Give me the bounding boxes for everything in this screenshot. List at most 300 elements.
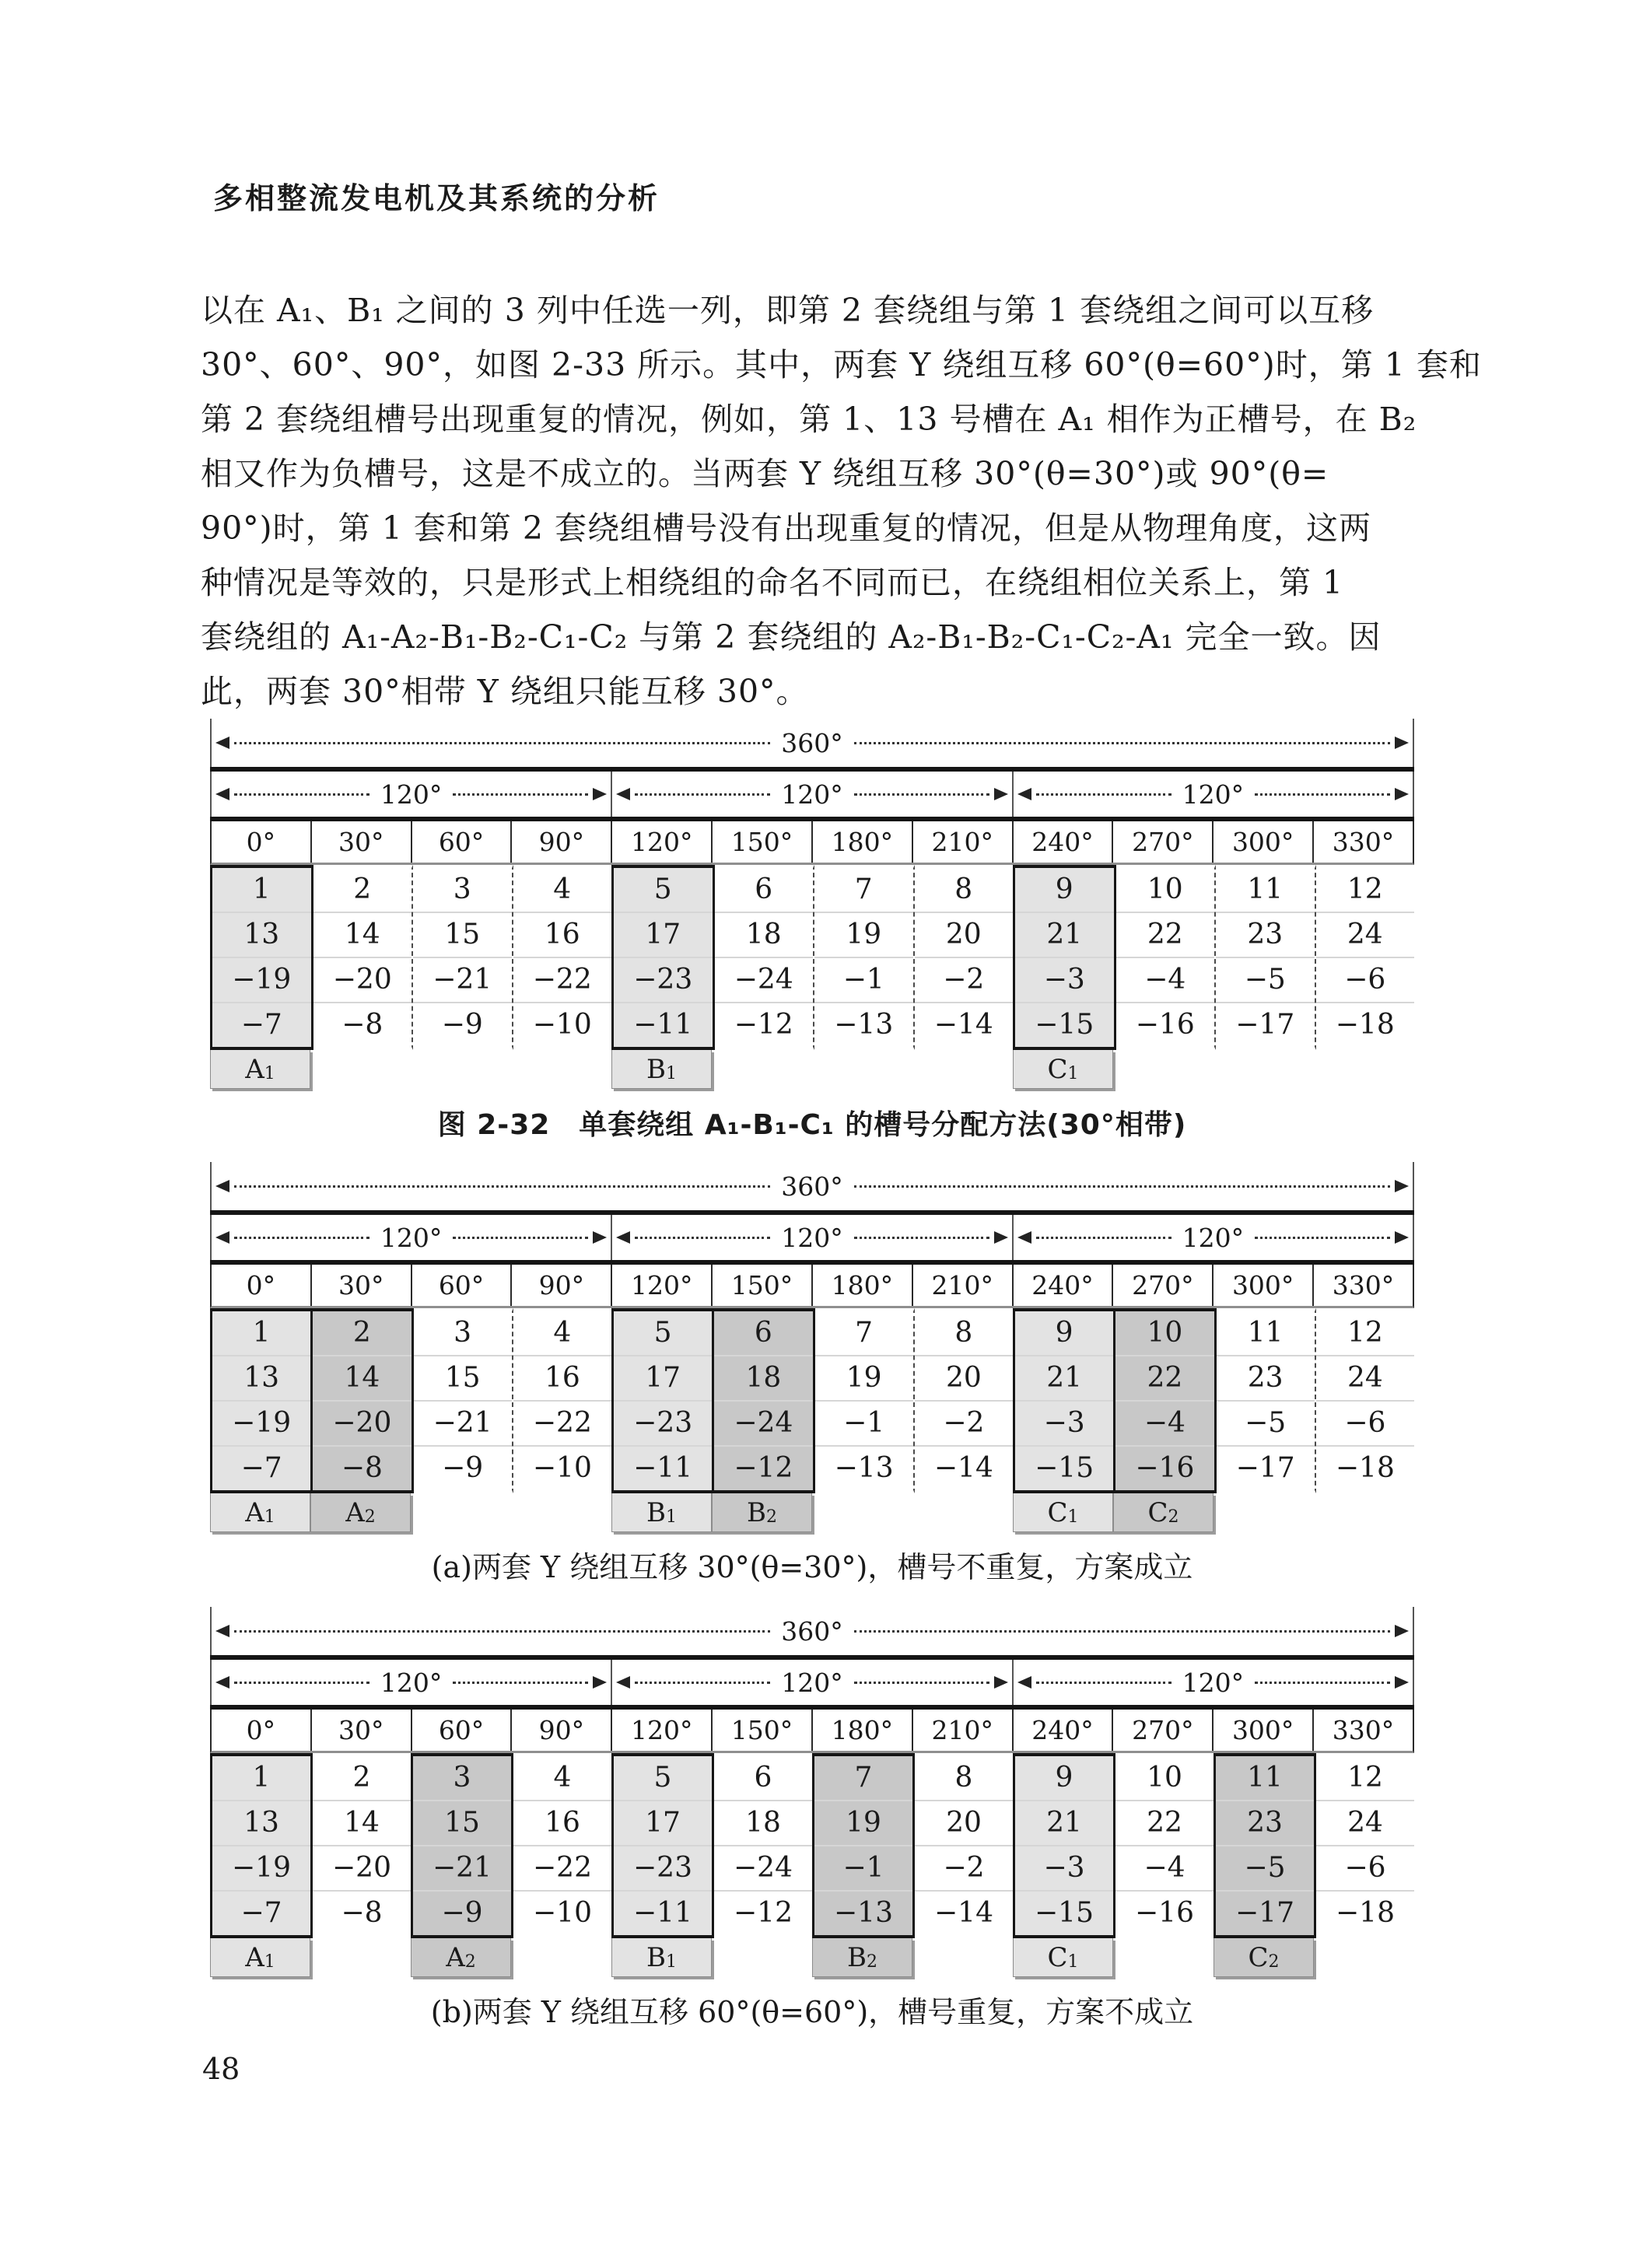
slot-cell: −17 xyxy=(1217,1445,1315,1490)
slot-cell: −10 xyxy=(513,1890,611,1935)
dotted-line xyxy=(854,1630,1390,1633)
span-360-row xyxy=(210,1607,1414,1655)
running-header: 多相整流发电机及其系统的分析 xyxy=(213,181,660,215)
degree-header-cell: 180° xyxy=(811,821,912,863)
slot-cell: 1 xyxy=(252,1762,271,1794)
slot-cell: 23 xyxy=(1216,1800,1314,1845)
arrow-right-icon xyxy=(1395,737,1409,749)
paragraph-line: 此，两套 30°相带 Y 绕组只能互移 30°。 xyxy=(201,673,809,710)
slot-cell: 10 xyxy=(1147,1317,1183,1349)
dotted-line xyxy=(234,1630,770,1633)
dotted-line xyxy=(234,793,369,796)
dotted-line xyxy=(1036,793,1171,796)
phase-label-slot xyxy=(812,1050,912,1092)
degree-header-cell: 0° xyxy=(246,827,276,857)
slot-column xyxy=(1216,865,1316,1050)
phase-label xyxy=(210,1493,310,1532)
phase-label-slot xyxy=(1113,1493,1213,1535)
slot-cell: 15 xyxy=(414,1355,512,1400)
slot-column xyxy=(513,1308,611,1493)
phase-label-subscript: 2 xyxy=(1268,1951,1280,1972)
slot-cell: −4 xyxy=(1115,1845,1213,1890)
dimension-label: 120° xyxy=(781,1222,843,1253)
arrow-right-icon xyxy=(1395,788,1409,800)
dimension-label: 120° xyxy=(380,1222,443,1253)
phase-label xyxy=(210,1050,310,1089)
slot-cell: 12 xyxy=(1347,873,1383,905)
arrow-left-icon xyxy=(215,1180,229,1192)
slot-cell: −21 xyxy=(413,1845,511,1890)
phase-label-slot xyxy=(411,1938,511,1980)
slot-cell: 14 xyxy=(313,1800,411,1845)
phase-label xyxy=(1013,1050,1113,1089)
slot-cell: −15 xyxy=(1015,1890,1113,1935)
paragraph-line: 90°)时，第 1 套和第 2 套绕组槽号没有出现重复的情况，但是从物理角度，这两 xyxy=(201,509,1371,547)
phase-label-slot xyxy=(611,1938,712,1980)
slot-cell: −16 xyxy=(1116,1002,1215,1047)
degree-header-cell: 180° xyxy=(811,1265,912,1306)
degree-header-cell: 30° xyxy=(310,821,411,863)
dimension-arrow xyxy=(212,779,611,810)
dimension-arrow xyxy=(1014,1223,1413,1253)
slot-column xyxy=(1013,1308,1115,1493)
phase-label-subscript: 1 xyxy=(666,1507,677,1527)
slot-cell: −20 xyxy=(313,1845,411,1890)
slot-cell: 11 xyxy=(1247,1317,1284,1349)
phase-label-slot xyxy=(1013,1493,1113,1535)
arrow-left-icon xyxy=(1017,788,1031,800)
degree-header-cell: 240° xyxy=(1012,1265,1112,1306)
degree-header-cell: 270° xyxy=(1112,1710,1212,1751)
slot-grid xyxy=(210,1753,1414,1938)
dotted-line xyxy=(453,1237,588,1239)
slot-cell: 10 xyxy=(1147,1762,1182,1794)
phase-label-row xyxy=(210,1493,1414,1535)
slot-cell: 20 xyxy=(915,912,1014,957)
paragraph-line: 第 2 套绕组槽号出现重复的情况，例如，第 1、13 号槽在 A₁ 相作为正槽号，在 B₂ xyxy=(201,401,1417,438)
phase-label-base: C xyxy=(1047,1941,1068,1973)
phase-label-subscript: 1 xyxy=(264,1507,275,1527)
dimension-label: 120° xyxy=(781,1667,843,1698)
slot-column xyxy=(611,1753,714,1938)
slot-cell: 19 xyxy=(814,1800,912,1845)
phase-label xyxy=(611,1493,712,1532)
arrow-left-icon xyxy=(215,1231,229,1244)
slot-cell: 16 xyxy=(513,912,612,957)
dimension-arrow xyxy=(612,1668,1011,1698)
dimension-arrow xyxy=(612,779,1011,810)
phase-label-slot xyxy=(411,1050,511,1092)
dotted-line xyxy=(854,742,1390,744)
phase-label-subscript: 2 xyxy=(1168,1507,1179,1527)
slot-cell: −13 xyxy=(814,1002,913,1047)
slot-cell: 2 xyxy=(352,1762,371,1794)
phase-label-subscript: 1 xyxy=(264,1063,275,1083)
phase-label-base: A xyxy=(446,1941,465,1973)
span-120-cell xyxy=(212,1215,611,1260)
arrow-right-icon xyxy=(593,1676,607,1689)
arrow-left-icon xyxy=(215,737,229,749)
phase-label xyxy=(812,1938,912,1977)
span-120-cell xyxy=(212,772,611,817)
slot-column xyxy=(313,1753,411,1938)
slot-cell: −12 xyxy=(714,1445,812,1490)
slot-cell: −18 xyxy=(1316,1890,1414,1935)
arrow-right-icon xyxy=(1395,1625,1409,1637)
phase-label-slot xyxy=(511,1938,611,1980)
degree-header-cell: 120° xyxy=(611,821,711,863)
phase-label-slot xyxy=(912,1493,1013,1535)
slot-cell: 19 xyxy=(815,1355,913,1400)
slot-cell: −6 xyxy=(1316,957,1415,1002)
phase-label-slot xyxy=(1314,1050,1414,1092)
phase-label-slot xyxy=(210,1938,310,1980)
slot-cell: 18 xyxy=(714,1800,812,1845)
slot-cell: −5 xyxy=(1216,957,1315,1002)
dimension-label: 360° xyxy=(781,1615,843,1647)
slot-cell: 2 xyxy=(353,873,372,905)
slot-cell: 1 xyxy=(252,873,271,905)
phase-label-slot xyxy=(310,1493,411,1535)
slot-column xyxy=(513,865,612,1050)
slot-cell: 13 xyxy=(212,912,311,957)
degree-header-cell: 210° xyxy=(912,821,1012,863)
slot-column xyxy=(714,1753,812,1938)
arrow-left-icon xyxy=(1017,1676,1031,1689)
slot-cell: −14 xyxy=(915,1890,1013,1935)
slot-cell: 13 xyxy=(212,1355,310,1400)
slot-column xyxy=(814,865,915,1050)
slot-cell: 21 xyxy=(1015,912,1114,957)
degree-header-cell: 60° xyxy=(411,821,511,863)
degree-header-cell: 90° xyxy=(510,1265,611,1306)
slot-cell: 8 xyxy=(954,873,973,905)
phase-label-base: A xyxy=(245,1941,264,1973)
phase-label-slot xyxy=(1013,1938,1113,1980)
dimension-label: 120° xyxy=(380,779,443,810)
arrow-left-icon xyxy=(215,1625,229,1637)
phase-label-base: A xyxy=(245,1053,264,1085)
dimension-arrow xyxy=(212,1171,1413,1202)
arrow-left-icon xyxy=(616,1231,630,1244)
slot-cell: −7 xyxy=(212,1445,310,1490)
phase-label-subscript: 1 xyxy=(666,1063,677,1083)
slot-cell: 5 xyxy=(653,1762,672,1794)
degree-header-cell: 270° xyxy=(1112,821,1212,863)
dotted-line xyxy=(1255,793,1390,796)
slot-column xyxy=(1116,865,1217,1050)
phase-label-slot xyxy=(812,1938,912,1980)
slot-cell: −19 xyxy=(212,957,311,1002)
dotted-line xyxy=(234,1682,369,1684)
slot-cell: −11 xyxy=(614,1002,713,1047)
slot-cell: −14 xyxy=(915,1002,1014,1047)
phase-label-slot xyxy=(1113,1938,1213,1980)
degree-header-cell: 150° xyxy=(711,1710,811,1751)
arrow-right-icon xyxy=(994,1231,1008,1244)
dimension-label: 360° xyxy=(781,1171,843,1202)
degree-header-cell: 150° xyxy=(711,1265,811,1306)
slot-cell: −14 xyxy=(915,1445,1013,1490)
slot-cell: 11 xyxy=(1247,1762,1283,1794)
degree-header-cell: 90° xyxy=(510,821,611,863)
dimension-arrow xyxy=(612,1223,1011,1253)
slot-cell: 7 xyxy=(854,1762,873,1794)
slot-column xyxy=(513,1753,611,1938)
span-120-cell xyxy=(611,1660,1011,1705)
slot-cell: −3 xyxy=(1015,1845,1113,1890)
phase-label-slot xyxy=(210,1050,310,1092)
dotted-line xyxy=(635,793,770,796)
dimension-arrow xyxy=(212,1668,611,1698)
dimension-label: 120° xyxy=(781,779,843,810)
slot-cell: −22 xyxy=(513,957,612,1002)
dotted-line xyxy=(854,1682,989,1684)
dotted-line xyxy=(1255,1682,1390,1684)
slot-column xyxy=(714,1308,814,1493)
phase-label-slot xyxy=(210,1493,310,1535)
phase-label xyxy=(611,1050,712,1089)
slot-cell: −22 xyxy=(513,1845,611,1890)
slot-column xyxy=(1013,1753,1115,1938)
slot-cell: 7 xyxy=(855,1317,874,1349)
slot-cell: −11 xyxy=(614,1890,712,1935)
phase-label-slot xyxy=(712,1050,812,1092)
slot-cell: 9 xyxy=(1055,1317,1073,1349)
degree-header-cell: 270° xyxy=(1112,1265,1212,1306)
dimension-label: 120° xyxy=(1182,1222,1245,1253)
slot-cell: −16 xyxy=(1115,1890,1213,1935)
slot-cell: 4 xyxy=(553,1762,572,1794)
slot-cell: 9 xyxy=(1055,1762,1073,1794)
dotted-line xyxy=(854,1185,1390,1188)
phase-label-slot xyxy=(712,1938,812,1980)
dimension-arrow xyxy=(1014,779,1413,810)
dimension-arrow xyxy=(212,728,1413,758)
slot-cell: 13 xyxy=(212,1800,310,1845)
phase-label xyxy=(712,1493,812,1532)
slot-cell: −8 xyxy=(313,1445,411,1490)
phase-label-subscript: 1 xyxy=(666,1951,677,1972)
dimension-label: 360° xyxy=(781,727,843,758)
dotted-line xyxy=(234,742,770,744)
degree-header-row xyxy=(210,1710,1414,1753)
span-120-cell xyxy=(1012,1660,1413,1705)
degree-header-cell: 330° xyxy=(1312,1710,1413,1751)
slot-cell: −21 xyxy=(414,1400,512,1445)
phase-label xyxy=(1113,1493,1213,1532)
phase-label-subscript: 2 xyxy=(364,1507,376,1527)
arrow-left-icon xyxy=(616,1676,630,1689)
slot-column xyxy=(414,1308,513,1493)
slot-cell: 22 xyxy=(1115,1800,1213,1845)
slot-column xyxy=(1316,865,1415,1050)
span-120-row xyxy=(210,772,1414,817)
slot-column xyxy=(313,1308,413,1493)
slot-cell: 21 xyxy=(1015,1800,1113,1845)
arrow-left-icon xyxy=(1017,1231,1031,1244)
slot-column xyxy=(815,1308,915,1493)
paragraph-line: 种情况是等效的，只是形式上相绕组的命名不同而已，在绕组相位关系上，第 1 xyxy=(201,564,1344,601)
arrow-right-icon xyxy=(994,1676,1008,1689)
slot-cell: −1 xyxy=(815,1400,913,1445)
phase-label-base: A xyxy=(345,1496,365,1528)
slot-cell: −24 xyxy=(714,1845,812,1890)
phase-label-slot xyxy=(511,1050,611,1092)
slot-cell: −16 xyxy=(1115,1445,1213,1490)
span-120-row xyxy=(210,1660,1414,1705)
paragraph-line: 套绕组的 A₁-A₂-B₁-B₂-C₁-C₂ 与第 2 套绕组的 A₂-B₁-B₂-C₁-C₂-A₁ 完全一致。因 xyxy=(201,618,1382,656)
degree-header-cell: 60° xyxy=(411,1710,511,1751)
slot-cell: −17 xyxy=(1216,1002,1315,1047)
span-120-row xyxy=(210,1215,1414,1260)
slot-cell: −4 xyxy=(1116,957,1215,1002)
slot-cell: 16 xyxy=(513,1355,611,1400)
dotted-line xyxy=(635,1682,770,1684)
dotted-line xyxy=(1255,1237,1390,1239)
slot-cell: 5 xyxy=(653,1317,672,1349)
slot-cell: −20 xyxy=(313,1400,411,1445)
dimension-label: 120° xyxy=(1182,1667,1245,1698)
slot-column xyxy=(812,1753,915,1938)
slot-cell: −23 xyxy=(614,1845,712,1890)
slot-cell: 19 xyxy=(814,912,913,957)
slot-cell: 14 xyxy=(313,912,412,957)
slot-column xyxy=(1316,1308,1414,1493)
slot-cell: 4 xyxy=(553,1317,572,1349)
slot-cell: 14 xyxy=(313,1355,411,1400)
figure-2-33b-caption: (b)两套 Y 绕组互移 60°(θ=60°)，槽号重复，方案不成立 xyxy=(430,1995,1194,2029)
phase-label-slot xyxy=(1213,1938,1314,1980)
figure-2-32-table xyxy=(210,719,1414,1092)
slot-column xyxy=(210,1308,313,1493)
dotted-line xyxy=(234,1185,770,1188)
phase-label-base: A xyxy=(245,1496,264,1528)
slot-column xyxy=(1115,1308,1216,1493)
slot-cell: 8 xyxy=(954,1317,973,1349)
arrow-right-icon xyxy=(1395,1231,1409,1244)
figure-2-33b-table xyxy=(210,1607,1414,1980)
slot-cell: −18 xyxy=(1316,1445,1414,1490)
slot-cell: 22 xyxy=(1116,912,1215,957)
slot-cell: −23 xyxy=(614,1400,712,1445)
slot-column xyxy=(1316,1753,1414,1938)
slot-cell: −19 xyxy=(212,1845,310,1890)
slot-cell: −9 xyxy=(414,1445,512,1490)
dotted-line xyxy=(635,1237,770,1239)
phase-label xyxy=(1013,1938,1113,1977)
phase-label-base: C xyxy=(1147,1496,1168,1528)
phase-label-slot xyxy=(812,1493,912,1535)
arrow-right-icon xyxy=(994,788,1008,800)
phase-label-slot xyxy=(912,1050,1013,1092)
slot-cell: 3 xyxy=(453,873,471,905)
slot-cell: −24 xyxy=(714,1400,812,1445)
span-120-cell xyxy=(1012,1215,1413,1260)
span-360-row xyxy=(210,719,1414,767)
degree-header-cell: 300° xyxy=(1212,1265,1312,1306)
phase-label-base: B xyxy=(847,1941,867,1973)
slot-cell: 6 xyxy=(755,873,773,905)
phase-label-slot xyxy=(1213,1493,1314,1535)
slot-cell: −23 xyxy=(614,957,713,1002)
slot-column xyxy=(1013,865,1116,1050)
phase-label-slot xyxy=(511,1493,611,1535)
phase-label-row xyxy=(210,1938,1414,1980)
slot-cell: 21 xyxy=(1015,1355,1113,1400)
phase-label xyxy=(1213,1938,1314,1977)
span-360-row xyxy=(210,1162,1414,1210)
dotted-line xyxy=(854,1237,989,1239)
slot-cell: −6 xyxy=(1316,1400,1414,1445)
degree-header-cell: 0° xyxy=(246,1715,276,1745)
degree-header-cell: 210° xyxy=(912,1710,1012,1751)
slot-cell: −1 xyxy=(814,1845,912,1890)
slot-cell: −22 xyxy=(513,1400,611,1445)
slot-cell: −11 xyxy=(614,1445,712,1490)
slot-cell: −2 xyxy=(915,1845,1013,1890)
slot-cell: 15 xyxy=(413,912,512,957)
page-content xyxy=(201,180,1482,2086)
phase-label xyxy=(210,1938,310,1977)
paragraph-line: 以在 A₁、B₁ 之间的 3 列中任选一列，即第 2 套绕组与第 1 套绕组之间可以互移 xyxy=(201,292,1375,329)
slot-cell: 18 xyxy=(715,912,814,957)
slot-cell: 15 xyxy=(413,1800,511,1845)
phase-label-slot xyxy=(310,1938,411,1980)
slot-cell: −7 xyxy=(212,1890,310,1935)
slot-cell: −13 xyxy=(815,1445,913,1490)
phase-label-slot xyxy=(310,1050,411,1092)
slot-cell: −18 xyxy=(1316,1002,1415,1047)
slot-cell: −15 xyxy=(1015,1445,1113,1490)
slot-cell: 17 xyxy=(614,912,713,957)
slot-cell: −3 xyxy=(1015,957,1114,1002)
arrow-left-icon xyxy=(215,788,229,800)
slot-cell: 4 xyxy=(553,873,572,905)
arrow-left-icon xyxy=(616,788,630,800)
slot-cell: −9 xyxy=(413,1002,512,1047)
dotted-line xyxy=(453,793,588,796)
slot-cell: 11 xyxy=(1247,873,1284,905)
phase-label-slot xyxy=(1013,1050,1113,1092)
slot-cell: 12 xyxy=(1347,1317,1383,1349)
phase-label-base: B xyxy=(747,1496,766,1528)
degree-header-cell: 120° xyxy=(611,1710,711,1751)
arrow-right-icon xyxy=(1395,1180,1409,1192)
slot-cell: −9 xyxy=(413,1890,511,1935)
slot-cell: 23 xyxy=(1217,1355,1315,1400)
slot-cell: 24 xyxy=(1316,1355,1414,1400)
phase-label-row xyxy=(210,1050,1414,1092)
slot-cell: 6 xyxy=(754,1317,772,1349)
slot-grid xyxy=(210,1308,1414,1493)
arrow-right-icon xyxy=(593,1231,607,1244)
slot-cell: −19 xyxy=(212,1400,310,1445)
degree-header-cell: 30° xyxy=(310,1710,411,1751)
dimension-label: 120° xyxy=(1182,779,1245,810)
degree-header-cell: 240° xyxy=(1012,1710,1112,1751)
paragraph-line: 30°、60°、90°，如图 2-33 所示。其中，两套 Y 绕组互移 60°(θ=60°)时，第 1 套和 xyxy=(201,346,1482,383)
phase-label-subscript: 2 xyxy=(464,1951,476,1972)
slot-column xyxy=(915,865,1014,1050)
span-120-cell xyxy=(212,1660,611,1705)
body-paragraph xyxy=(201,283,1482,719)
phase-label-slot xyxy=(1314,1493,1414,1535)
phase-label-slot xyxy=(611,1493,712,1535)
slot-cell: 22 xyxy=(1115,1355,1213,1400)
slot-column xyxy=(411,1753,513,1938)
slot-cell: −2 xyxy=(915,1400,1013,1445)
